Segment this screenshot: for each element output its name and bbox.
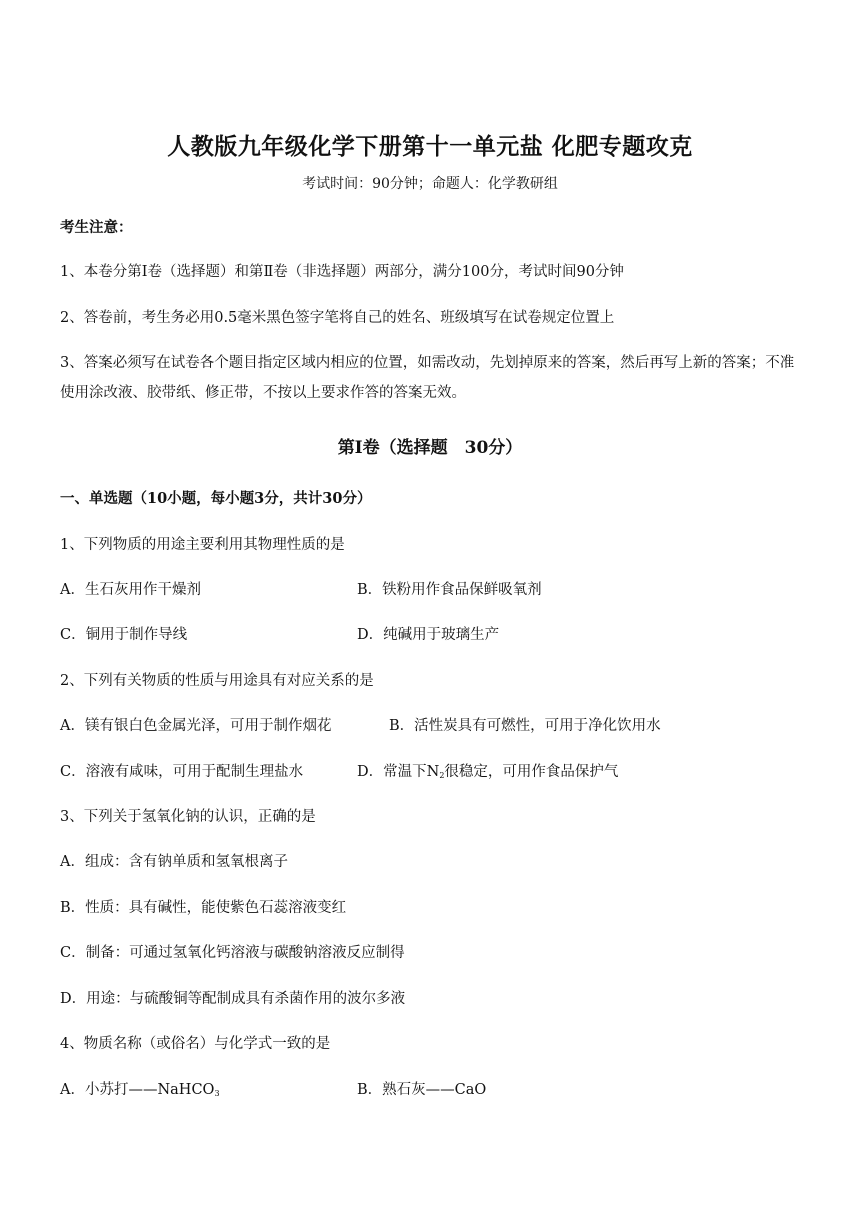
q2-option-d-subscript: 2 — [439, 771, 445, 780]
part1-title: 第Ⅰ卷（选择题 30分） — [337, 438, 523, 458]
question-3-option-d: D．用途：与硫酸铜等配制成具有杀菌作用的波尔多液 — [60, 991, 406, 1007]
q4-option-a-subscript: 3 — [214, 1089, 220, 1098]
question-4-option-b: B．熟石灰——CaO — [357, 1082, 487, 1098]
question-3-stem: 3、下列关于氢氧化钠的认识，正确的是 — [60, 809, 316, 825]
question-1-option-a: A．生石灰用作干燥剂 — [60, 582, 201, 598]
q4-option-a-text: A．小苏打——NaHCO — [60, 1082, 215, 1098]
question-2-option-a: A．镁有银白色金属光泽，可用于制作烟花 — [60, 718, 332, 734]
notice-heading: 考生注意： — [60, 219, 133, 236]
question-1-option-d: D．纯碱用于玻璃生产 — [357, 627, 500, 643]
question-3-option-c: C．制备：可通过氢氧化钙溶液与碳酸钠溶液反应制得 — [60, 945, 405, 961]
question-1-stem: 1、下列物质的用途主要利用其物理性质的是 — [60, 537, 345, 553]
question-3-option-a: A．组成：含有钠单质和氢氧根离子 — [60, 854, 288, 870]
question-3-option-b: B．性质：具有碱性，能使紫色石蕊溶液变红 — [60, 900, 347, 916]
section-heading: 一、单选题（10小题，每小题3分，共计30分） — [60, 490, 372, 507]
notice-item-1: 1、本卷分第Ⅰ卷（选择题）和第Ⅱ卷（非选择题）两部分，满分100分，考试时间90分钟 — [60, 264, 624, 280]
q2-option-d-part2: 很稳定，可用作食品保护气 — [444, 764, 619, 780]
question-2-option-d — [357, 762, 618, 786]
question-4-option-a — [60, 1080, 220, 1104]
question-2-stem: 2、下列有关物质的性质与用途具有对应关系的是 — [60, 673, 374, 689]
q2-option-d-part1: D．常温下N — [357, 764, 440, 780]
question-2-option-b: B．活性炭具有可燃性，可用于净化饮用水 — [389, 718, 661, 734]
question-2-option-c: C．溶液有咸味，可用于配制生理盐水 — [60, 764, 304, 780]
exam-subtitle: 考试时间：90分钟；命题人：化学教研组 — [302, 176, 558, 192]
notice-item-2: 2、答卷前，考生务必用0.5毫米黑色签字笔将自己的姓名、班级填写在试卷规定位置上 — [60, 310, 615, 326]
question-4-stem: 4、物质名称（或俗名）与化学式一致的是 — [60, 1036, 331, 1052]
question-1-option-b: B．铁粉用作食品保鲜吸氧剂 — [357, 582, 542, 598]
question-1-option-c: C．铜用于制作导线 — [60, 627, 188, 643]
exam-title: 人教版九年级化学下册第十一单元盐 化肥专题攻克 — [167, 133, 693, 160]
notice-item-3: 3、答案必须写在试卷各个题目指定区域内相应的位置，如需改动，先划掉原来的答案，然后再写上新的答案；不准使用涂改液、胶带纸、修正带，不按以上要求作答的答案无效。 — [60, 355, 795, 401]
